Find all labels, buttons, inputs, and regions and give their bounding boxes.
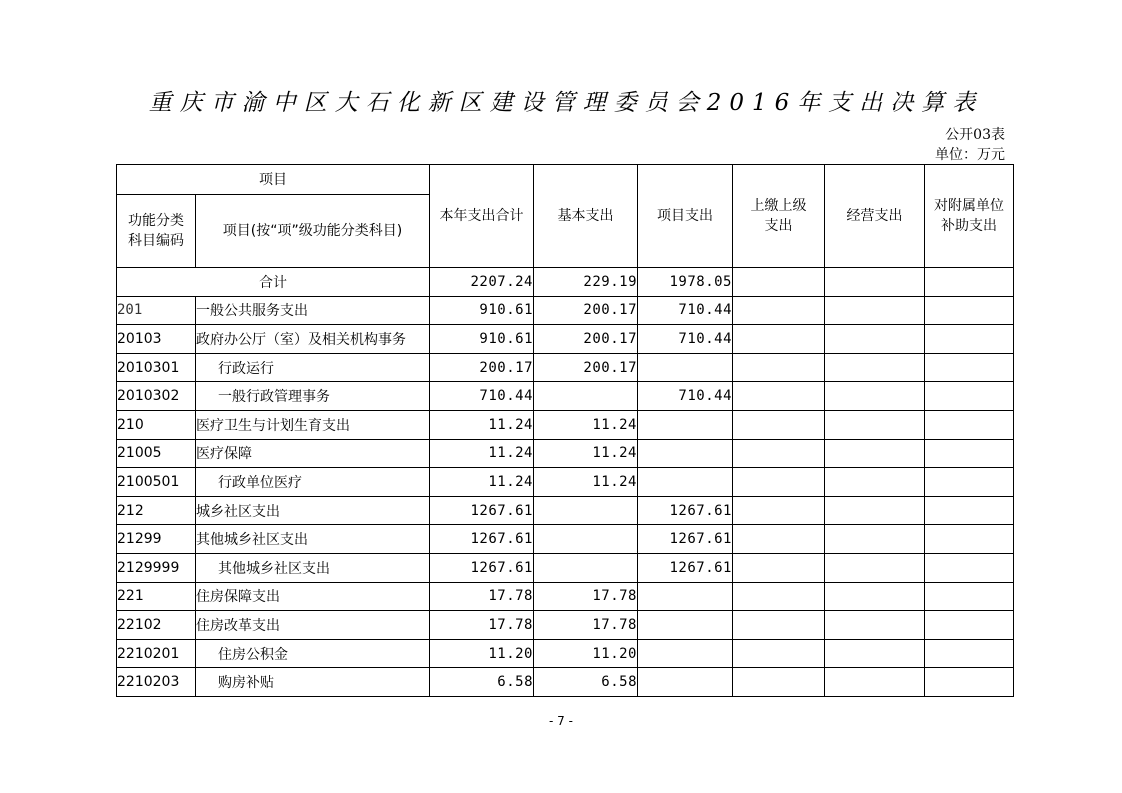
row-name: 住房保障支出 bbox=[196, 582, 430, 611]
table-row bbox=[117, 639, 1014, 668]
row-basic bbox=[534, 525, 638, 554]
row-total: 17.78 bbox=[430, 611, 534, 640]
row-business bbox=[825, 525, 925, 554]
table-row bbox=[117, 468, 1014, 497]
table-row bbox=[117, 382, 1014, 411]
row-code: 221 bbox=[117, 582, 196, 611]
header-project: 项目支出 bbox=[638, 165, 733, 268]
row-subsidy bbox=[925, 410, 1014, 439]
row-upper bbox=[733, 325, 825, 354]
row-name: 医疗保障 bbox=[196, 439, 430, 468]
row-project bbox=[638, 468, 733, 497]
table-row bbox=[117, 668, 1014, 697]
row-basic: 17.78 bbox=[534, 582, 638, 611]
row-subsidy bbox=[925, 525, 1014, 554]
header-basic: 基本支出 bbox=[534, 165, 638, 268]
table-code: 公开03表 bbox=[945, 127, 1005, 143]
row-basic: 17.78 bbox=[534, 611, 638, 640]
row-basic: 11.24 bbox=[534, 439, 638, 468]
expenditure-table bbox=[116, 164, 1014, 697]
row-project bbox=[638, 439, 733, 468]
row-total: 17.78 bbox=[430, 582, 534, 611]
row-business bbox=[825, 639, 925, 668]
row-basic: 11.20 bbox=[534, 639, 638, 668]
row-subsidy bbox=[925, 582, 1014, 611]
row-project: 1267.61 bbox=[638, 496, 733, 525]
row-code: 21005 bbox=[117, 439, 196, 468]
total-row bbox=[117, 268, 1014, 297]
row-business bbox=[825, 439, 925, 468]
row-name: 一般行政管理事务 bbox=[196, 382, 430, 411]
row-name: 政府办公厅（室）及相关机构事务 bbox=[196, 325, 430, 354]
row-subsidy bbox=[925, 553, 1014, 582]
row-total: 200.17 bbox=[430, 353, 534, 382]
row-business bbox=[825, 668, 925, 697]
unit-label: 单位：万元 bbox=[935, 147, 1005, 163]
header-func-code: 功能分类科目编码 bbox=[117, 195, 196, 268]
row-basic: 200.17 bbox=[534, 296, 638, 325]
page-title: 重庆市渝中区大石化新区建设管理委员会2016年支出决算表 bbox=[148, 90, 984, 116]
row-name: 住房公积金 bbox=[196, 639, 430, 668]
row-business bbox=[825, 353, 925, 382]
total-basic: 229.19 bbox=[534, 268, 638, 297]
row-upper bbox=[733, 668, 825, 697]
table-row bbox=[117, 496, 1014, 525]
table-row bbox=[117, 410, 1014, 439]
row-project bbox=[638, 668, 733, 697]
row-total: 11.24 bbox=[430, 468, 534, 497]
row-business bbox=[825, 496, 925, 525]
total-upper bbox=[733, 268, 825, 297]
total-business bbox=[825, 268, 925, 297]
row-project bbox=[638, 353, 733, 382]
table-row bbox=[117, 353, 1014, 382]
row-code: 2010301 bbox=[117, 353, 196, 382]
total-label: 合计 bbox=[117, 268, 430, 297]
row-total: 11.24 bbox=[430, 439, 534, 468]
row-code: 21299 bbox=[117, 525, 196, 554]
row-name: 行政单位医疗 bbox=[196, 468, 430, 497]
row-name: 行政运行 bbox=[196, 353, 430, 382]
row-basic bbox=[534, 496, 638, 525]
row-business bbox=[825, 553, 925, 582]
row-name: 其他城乡社区支出 bbox=[196, 525, 430, 554]
row-basic: 11.24 bbox=[534, 468, 638, 497]
row-name: 购房补贴 bbox=[196, 668, 430, 697]
row-project bbox=[638, 582, 733, 611]
row-subsidy bbox=[925, 439, 1014, 468]
row-basic bbox=[534, 382, 638, 411]
row-name: 医疗卫生与计划生育支出 bbox=[196, 410, 430, 439]
row-upper bbox=[733, 496, 825, 525]
row-code: 210 bbox=[117, 410, 196, 439]
row-business bbox=[825, 382, 925, 411]
row-upper bbox=[733, 639, 825, 668]
row-business bbox=[825, 325, 925, 354]
row-subsidy bbox=[925, 296, 1014, 325]
page-number: - 7 - bbox=[549, 714, 573, 728]
header-subsidy: 对附属单位补助支出 bbox=[925, 165, 1014, 268]
row-subsidy bbox=[925, 639, 1014, 668]
row-basic: 200.17 bbox=[534, 325, 638, 354]
row-business bbox=[825, 410, 925, 439]
row-project: 710.44 bbox=[638, 325, 733, 354]
row-upper bbox=[733, 382, 825, 411]
table-row bbox=[117, 525, 1014, 554]
table-row bbox=[117, 553, 1014, 582]
row-subsidy bbox=[925, 325, 1014, 354]
row-business bbox=[825, 468, 925, 497]
row-business bbox=[825, 582, 925, 611]
row-total: 710.44 bbox=[430, 382, 534, 411]
row-upper bbox=[733, 353, 825, 382]
row-project bbox=[638, 611, 733, 640]
row-project bbox=[638, 639, 733, 668]
header-item-group: 项目 bbox=[117, 165, 430, 195]
row-upper bbox=[733, 553, 825, 582]
row-code: 212 bbox=[117, 496, 196, 525]
table-row bbox=[117, 611, 1014, 640]
row-project: 710.44 bbox=[638, 296, 733, 325]
header-business: 经营支出 bbox=[825, 165, 925, 268]
row-total: 1267.61 bbox=[430, 496, 534, 525]
row-total: 1267.61 bbox=[430, 525, 534, 554]
row-upper bbox=[733, 468, 825, 497]
table-row bbox=[117, 439, 1014, 468]
row-upper bbox=[733, 525, 825, 554]
row-name: 住房改革支出 bbox=[196, 611, 430, 640]
row-total: 11.20 bbox=[430, 639, 534, 668]
row-code: 2100501 bbox=[117, 468, 196, 497]
header-upper: 上缴上级支出 bbox=[733, 165, 825, 268]
row-business bbox=[825, 296, 925, 325]
row-subsidy bbox=[925, 353, 1014, 382]
row-upper bbox=[733, 410, 825, 439]
row-code: 201 bbox=[117, 296, 196, 325]
table-row bbox=[117, 325, 1014, 354]
row-subsidy bbox=[925, 382, 1014, 411]
row-subsidy bbox=[925, 668, 1014, 697]
row-code: 2210201 bbox=[117, 639, 196, 668]
row-upper bbox=[733, 582, 825, 611]
row-code: 20103 bbox=[117, 325, 196, 354]
header-item-name: 项目(按“项”级功能分类科目) bbox=[196, 195, 430, 268]
row-name: 一般公共服务支出 bbox=[196, 296, 430, 325]
row-upper bbox=[733, 296, 825, 325]
row-total: 6.58 bbox=[430, 668, 534, 697]
row-basic: 11.24 bbox=[534, 410, 638, 439]
row-subsidy bbox=[925, 496, 1014, 525]
row-subsidy bbox=[925, 468, 1014, 497]
row-code: 2010302 bbox=[117, 382, 196, 411]
row-total: 910.61 bbox=[430, 325, 534, 354]
row-code: 2129999 bbox=[117, 553, 196, 582]
row-business bbox=[825, 611, 925, 640]
total-subsidy bbox=[925, 268, 1014, 297]
table-row bbox=[117, 582, 1014, 611]
row-basic: 6.58 bbox=[534, 668, 638, 697]
row-total: 1267.61 bbox=[430, 553, 534, 582]
row-basic bbox=[534, 553, 638, 582]
total-project: 1978.05 bbox=[638, 268, 733, 297]
row-upper bbox=[733, 611, 825, 640]
row-total: 910.61 bbox=[430, 296, 534, 325]
row-code: 22102 bbox=[117, 611, 196, 640]
row-project: 1267.61 bbox=[638, 525, 733, 554]
table-row bbox=[117, 296, 1014, 325]
row-subsidy bbox=[925, 611, 1014, 640]
row-total: 11.24 bbox=[430, 410, 534, 439]
row-name: 城乡社区支出 bbox=[196, 496, 430, 525]
header-total: 本年支出合计 bbox=[430, 165, 534, 268]
total-total: 2207.24 bbox=[430, 268, 534, 297]
row-code: 2210203 bbox=[117, 668, 196, 697]
row-basic: 200.17 bbox=[534, 353, 638, 382]
row-upper bbox=[733, 439, 825, 468]
row-project: 710.44 bbox=[638, 382, 733, 411]
row-project: 1267.61 bbox=[638, 553, 733, 582]
row-name: 其他城乡社区支出 bbox=[196, 553, 430, 582]
row-project bbox=[638, 410, 733, 439]
